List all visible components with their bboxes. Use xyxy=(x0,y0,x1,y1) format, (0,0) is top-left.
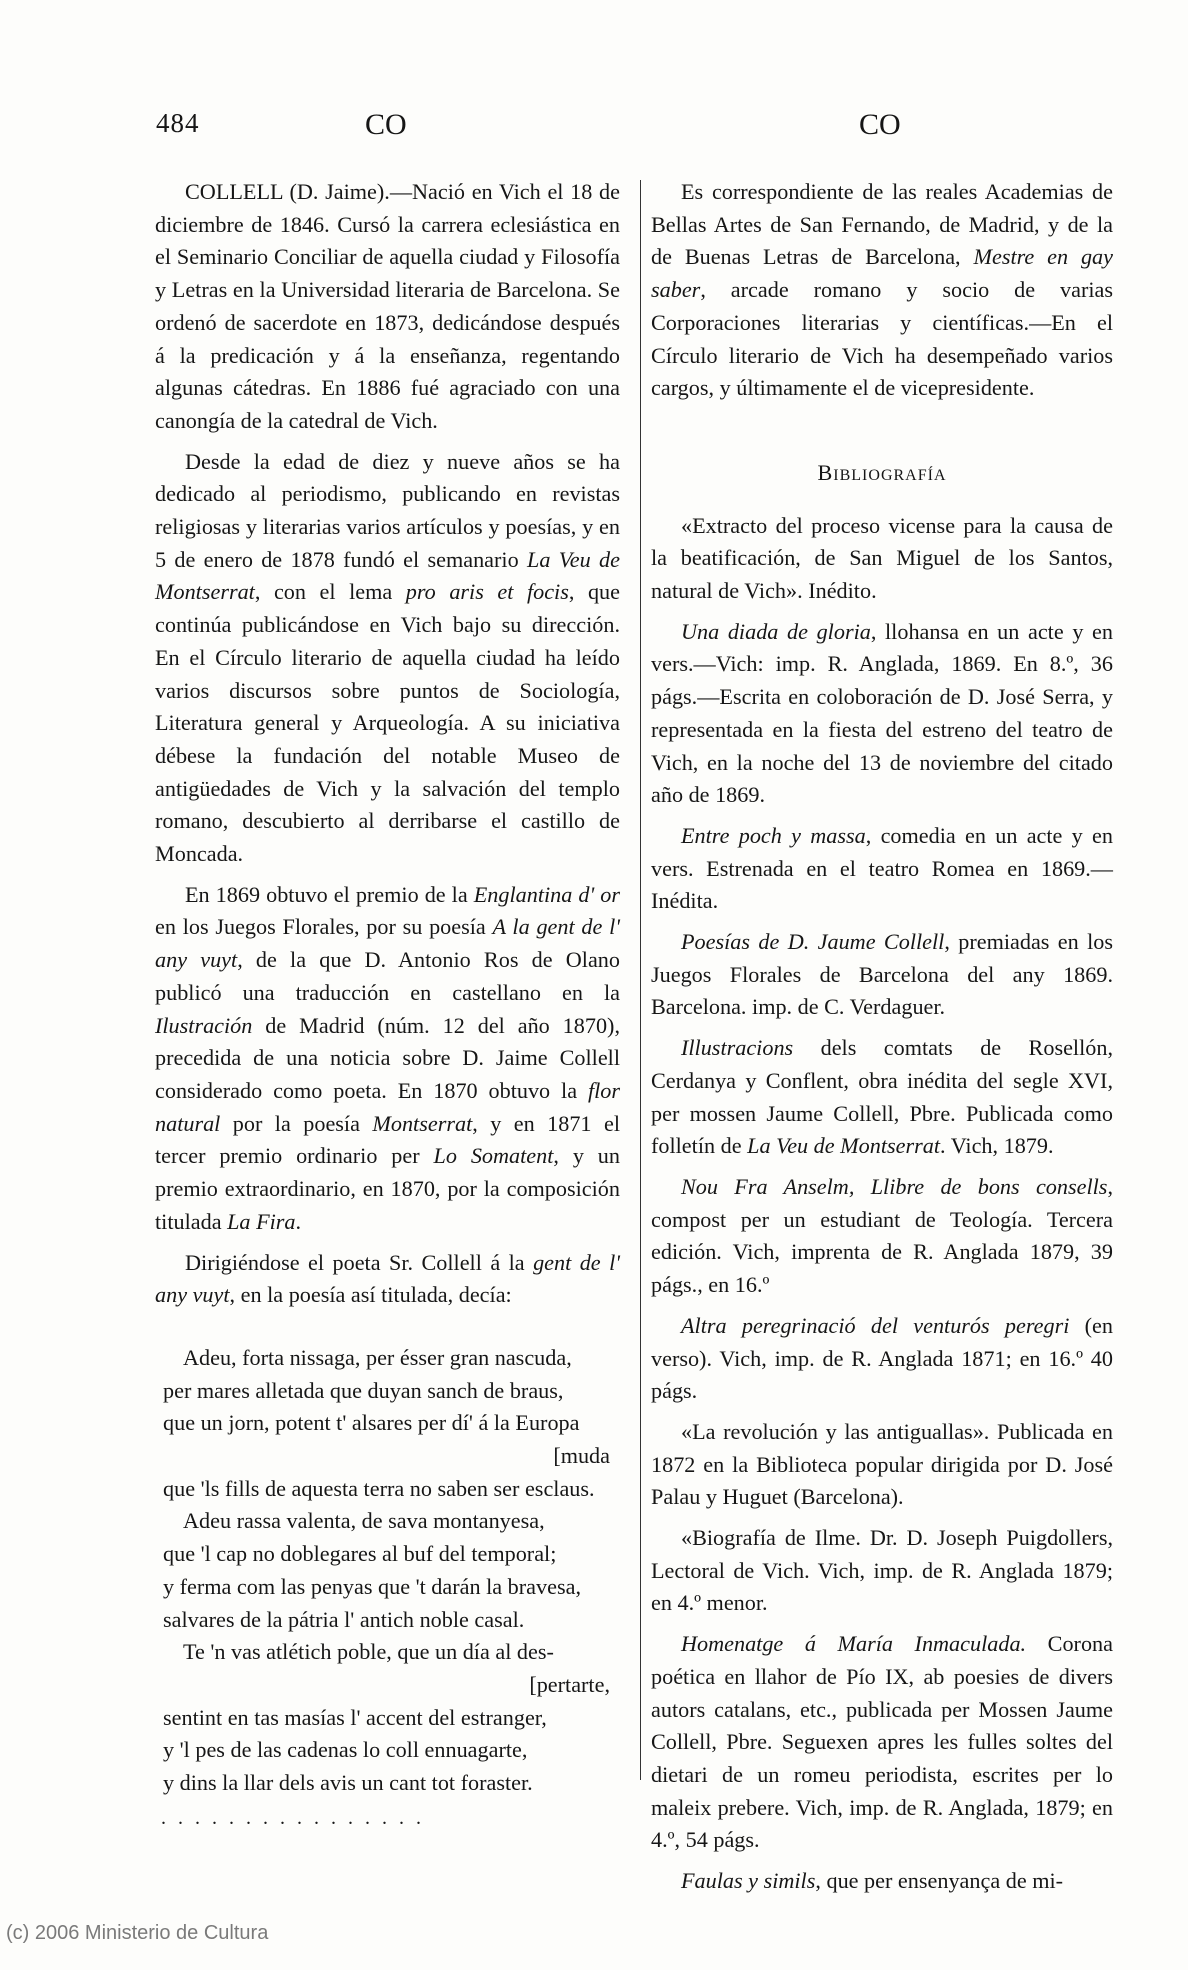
ellipsis-dots: ................ xyxy=(161,1806,433,1829)
bibliography-entry: «Extracto del proceso vicense para la causa de la beatificación, de San Miguel de los Santos, natural de Vich». Inédito. xyxy=(651,512,1113,604)
left-column xyxy=(155,176,620,1834)
bibliography-entry: «La revolución y las antiguallas». Publicada en 1872 en la Biblioteca popular dirigida por D. José Palau y Huguet (Barcelona). xyxy=(651,1418,1113,1510)
right-column xyxy=(651,176,1113,1898)
verse-line: que un jorn, potent t' alsares per dí' á la Europa xyxy=(163,1410,580,1436)
bibliography-entry: Faulas y simils, que per ensenyança de mi- xyxy=(681,1868,1064,1894)
verse-line: per mares alletada que duyan sanch de braus, xyxy=(163,1377,564,1403)
paragraph-academies: Es correspondiente de las reales Academias de Bellas Artes de San Fernando, de Madrid, y de la de Buenas Letras de Barcelona, Mestre en gay saber, arcade romano y socio de varias Corporaciones literarias y científicas.—En el Círculo literario de Vich ha desempeñado varios cargos, y últimamente el de vicepresidente. xyxy=(651,179,1113,401)
bibliography-entry: Altra peregrinació del venturós peregri (en verso). Vich, imp. de R. Anglada 1871; en 16.º 40 págs. xyxy=(651,1312,1113,1404)
verse-line: que 'l cap no doblegares al buf del temporal; xyxy=(163,1541,557,1567)
paragraph-awards: En 1869 obtuvo el premio de la Englantina d' or en los Juegos Florales, por su poesía A la gent de l' any vuyt, de la que D. Antonio Ros de Olano publicó una traducción en castellano en la Ilustración de Madrid (núm. 12 del año 1870), precedida de una noticia sobre D. Jaime Collell considerado como poeta. En 1870 obtuvo la flor natural por la poesía Montserrat, y en 1871 el tercer premio ordinario per Lo Somatent, y un premio extraordinario, en 1870, por la composición titulada La Fira. xyxy=(155,881,621,1234)
verse-line: y dins la llar dels avis un cant tot foraster. xyxy=(163,1770,533,1796)
bibliography-entry: «Biografía de Ilme. Dr. D. Joseph Puigdollers, Lectoral de Vich. Vich, imp. de R. Anglada 1879; en 4.º menor. xyxy=(651,1525,1113,1616)
poem-verse xyxy=(155,1342,620,1835)
bibliography-entry: Nou Fra Anselm, Llibre de bons consells, compost per un estudiant de Teología. Tercera edición. Vich, imprenta de R. Anglada 1879, 39 págs., en 16.º xyxy=(651,1173,1113,1298)
verse-line: Adeu rassa valenta, de sava montanyesa, xyxy=(183,1508,545,1534)
verse-line: que 'ls fills de aquesta terra no saben ser esclaus. xyxy=(163,1475,595,1501)
verse-line-continuation: [pertarte, xyxy=(529,1671,610,1697)
verse-line: y ferma com las penyas que 't darán la bravesa, xyxy=(163,1573,581,1599)
paragraph-poem-intro: Dirigiéndose el poeta Sr. Collell á la gent de l' any vuyt, en la poesía así titulada, decía: xyxy=(155,1249,620,1308)
bibliography-entry: Poesías de D. Jaume Collell, premiadas en los Juegos Florales de Barcelona del any 1869. Barcelona. imp. de C. Verdaguer. xyxy=(651,929,1113,1020)
running-header xyxy=(0,108,1188,148)
paragraph-biography: COLLELL (D. Jaime).—Nació en Vich el 18 de diciembre de 1846. Cursó la carrera eclesiástica en el Seminario Conciliar de aquella ciudad y Filosofía y Letras en la Universidad literaria de Barcelona. Se ordenó de sacerdote en 1873, dedicándose después á la predicación y á la enseñanza, regentando algunas cátedras. En 1886 fué agraciado con una canongía de la catedral de Vich. xyxy=(155,179,620,433)
verse-line-continuation: [muda xyxy=(553,1443,610,1469)
copyright-notice: (c) 2006 Ministerio de Cultura xyxy=(6,1922,269,1944)
bibliography-entry: Illustracions dels comtats de Rosellón, Cerdanya y Conflent, obra inédita del segle XVI, per mossen Jaume Collell, Pbre. Publicada como folletín de La Veu de Montserrat. Vich, 1879. xyxy=(651,1035,1113,1159)
verse-line: salvares de la pátria l' antich noble casal. xyxy=(163,1606,525,1632)
left-running-head: CO xyxy=(365,108,407,141)
verse-line: sentint en tas masías l' accent del estranger, xyxy=(163,1704,547,1730)
column-divider xyxy=(640,180,641,1780)
paragraph-journalism: Desde la edad de diez y nueve años se ha dedicado al periodismo, publicando en revistas religiosas y literarias varios artículos y poesías, y en 5 de enero de 1878 fundó el semanario La Veu de Montserrat, con el lema pro aris et focis, que continúa publicándose en Vich bajo su dirección. En el Círculo literario de aquella ciudad ha leído varios discursos sobre puntos de Sociología, Literatura general y Arqueología. A su iniciativa débese la fundación del notable Museo de antigüedades de Vich y la salvación del templo romano, descubierto al derribarse el castillo de Moncada. xyxy=(155,448,620,867)
bibliography-entry: Entre poch y massa, comedia en un acte y en vers. Estrenada en el teatro Romea en 1869.—Inédita. xyxy=(651,822,1113,914)
bibliography-entry: Homenatge á María Inmaculada. Corona poética en llahor de Pío IX, ab poesies de divers autors catalans, etc., publicada per Mossen Jaume Collell, Pbre. Seguexen apres les fulles soltes del dietari de un romeu periodista, escrites per lo maleix prebere. Vich, imp. de R. Anglada, 1879; en 4.º, 54 págs. xyxy=(651,1631,1113,1853)
right-running-head: CO xyxy=(859,108,901,141)
verse-line: y 'l pes de las cadenas lo coll ennuagarte, xyxy=(163,1737,528,1763)
bibliography-entry: Una diada de gloria, llohansa en un acte y en vers.—Vich: imp. R. Anglada, 1869. En 8.º, 36 págs.—Escrita en coloboración de D. José Serra, y representada en la fiesta del estreno del teatro de Vich, en la noche del 13 de noviembre del citado año de 1869. xyxy=(651,618,1113,808)
verse-line: Adeu, forta nissaga, per ésser gran nascuda, xyxy=(183,1344,572,1370)
verse-line: Te 'n vas atlétich poble, que un día al des- xyxy=(183,1639,554,1665)
page-number: 484 xyxy=(156,108,200,138)
bibliography-heading: Bibliografía xyxy=(817,459,947,485)
